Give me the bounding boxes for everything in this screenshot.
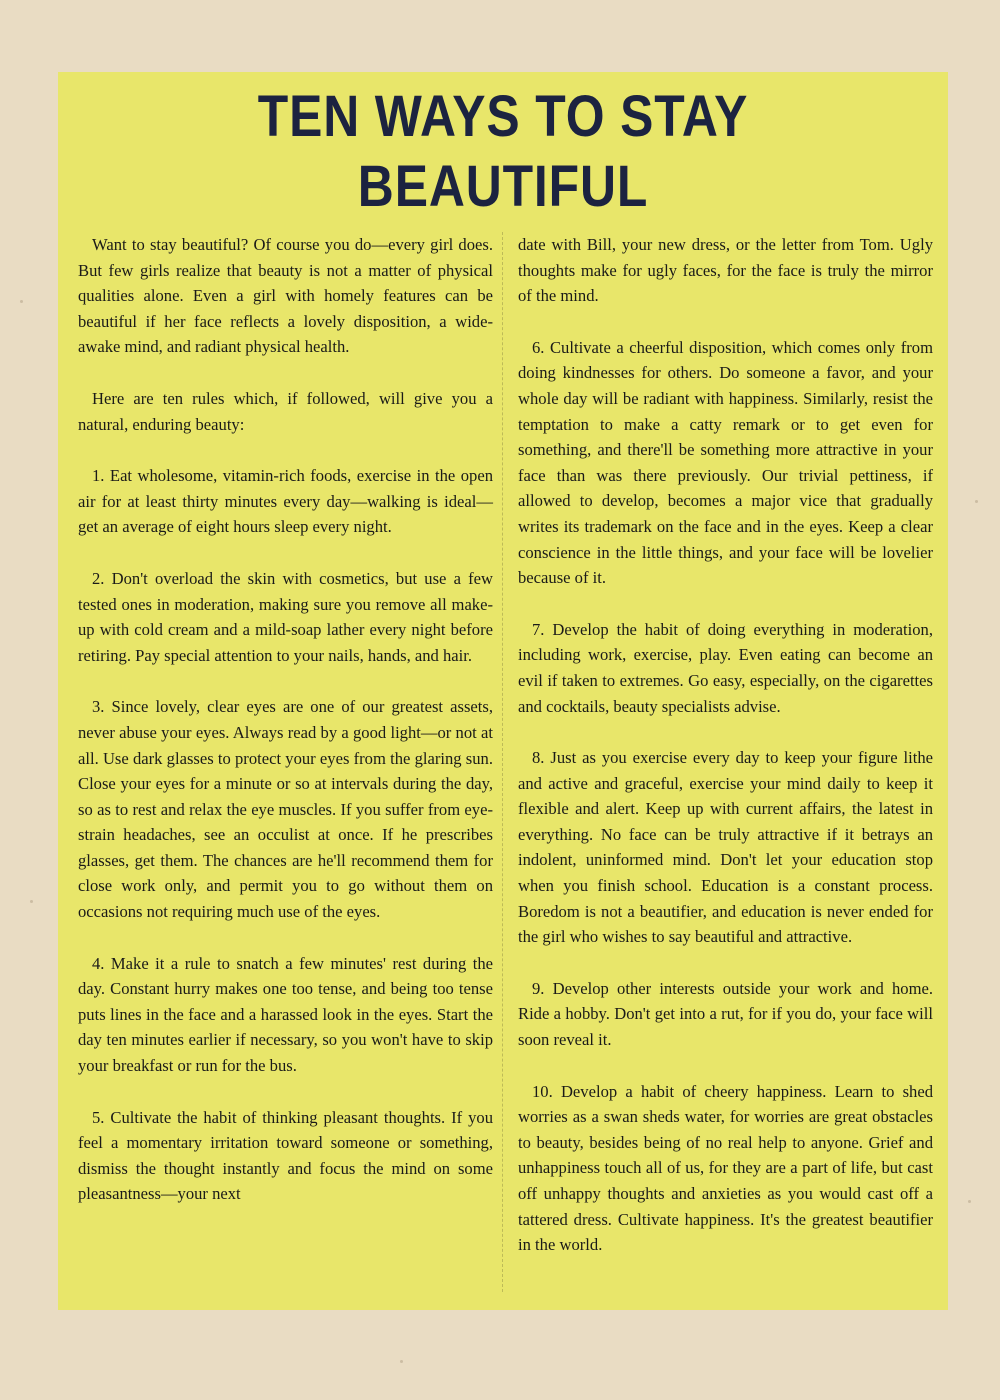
left-column xyxy=(78,232,493,1233)
article-panel xyxy=(58,72,948,1310)
rule-5: 5. Cultivate the habit of thinking pleasant thoughts. If you feel a momentary irritation toward someone or something, dismiss the thought instantly and focus the mind on some pleasantness—your next xyxy=(78,1107,493,1204)
article-title: TEN WAYS TO STAY BEAUTIFUL xyxy=(257,84,749,219)
rule-9: 9. Develop other interests outside your work and home. Ride a hobby. Don't get into a rut, for if you do, your face will soon reveal it. xyxy=(518,978,933,1050)
lead-in-paragraph: Here are ten rules which, if followed, will give you a natural, enduring beauty: xyxy=(78,388,493,434)
rule-4: 4. Make it a rule to snatch a few minutes' rest during the day. Constant hurry makes one too tense, and being too tense puts lines in the face and a harassed look in the eyes. Start the day ten minutes earlier if necessary, so you won't have to skip your breakfast or run for the bus. xyxy=(78,953,493,1076)
rule-3: 3. Since lovely, clear eyes are one of our greatest assets, never abuse your eyes. Always read by a good light—or not at all. Use dark glasses to protect your eyes from the glaring sun. Close your eyes for a minute or so at intervals during the day, so as to rest and relax the eye muscles. If you suffer from eye-strain headaches, see an occulist at once. If he prescribes glasses, get them. The chances are he'll recommend them for close work only, and permit you to go without them on occasions not requiring much use of the eyes. xyxy=(78,697,493,922)
intro-paragraph: Want to stay beautiful? Of course you do—every girl does. But few girls realize that beauty is not a matter of physical qualities alone. Even a girl with homely features can be beautiful if her face reflects a lovely disposition, a wide-awake mind, and radiant physical health. xyxy=(78,235,493,357)
right-column xyxy=(518,232,933,1284)
column-divider xyxy=(502,232,504,1292)
rule-8: 8. Just as you exercise every day to keep your figure lithe and active and graceful, exercise your mind daily to keep it flexible and alert. Keep up with current affairs, the latest in everything. No face can be truly attractive if it betrays an indolent, uninformed mind. Don't let your education stop when you finish school. Education is a constant process. Boredom is not a beautifier, and education is never ended for the girl who wishes to say beautiful and attractive. xyxy=(518,748,933,947)
rule-2: 2. Don't overload the skin with cosmetics, but use a few tested ones in moderation, making sure you remove all make-up with cold cream and a mild-soap lather every night before retiring. Pay special attention to your nails, hands, and hair. xyxy=(78,568,493,665)
rule-10: 10. Develop a habit of cheery happiness. Learn to shed worries as a swan sheds water, for worries are great obstacles to beauty, besides being of no real help to anyone. Grief and unhappiness touch all of us, for they are a part of life, but cast off unhappy thoughts and anxieties as you would cast off a tattered dress. Cultivate happiness. It's the greatest beautifier in the world. xyxy=(518,1081,933,1255)
rule-7: 7. Develop the habit of doing everything in moderation, including work, exercise, play. Even eating can become an evil if taken to extremes. Go easy, especially, on the cigarettes and cocktails, beauty specialists advise. xyxy=(518,619,933,716)
rule-1: 1. Eat wholesome, vitamin-rich foods, exercise in the open air for at least thirty minutes every day—walking is ideal—get an average of eight hours sleep every night. xyxy=(78,466,493,537)
rule-6: 6. Cultivate a cheerful disposition, which comes only from doing kindnesses for others. Do someone a favor, and your whole day will be radiant with happiness. Similarly, resist the temptation to make a catty remark or to get even for something, and there'll be something more attractive in your face than was there previously. Our trivial pettiness, if allowed to develop, becomes a major vice that gradually writes its trademark on the face and in the eyes. Keep a clear conscience in the little things, and your face will be lovelier because of it. xyxy=(518,337,933,588)
rule-5-continued: date with Bill, your new dress, or the letter from Tom. Ugly thoughts make for ugly faces, for the face is truly the mirror of the mind. xyxy=(518,235,933,306)
